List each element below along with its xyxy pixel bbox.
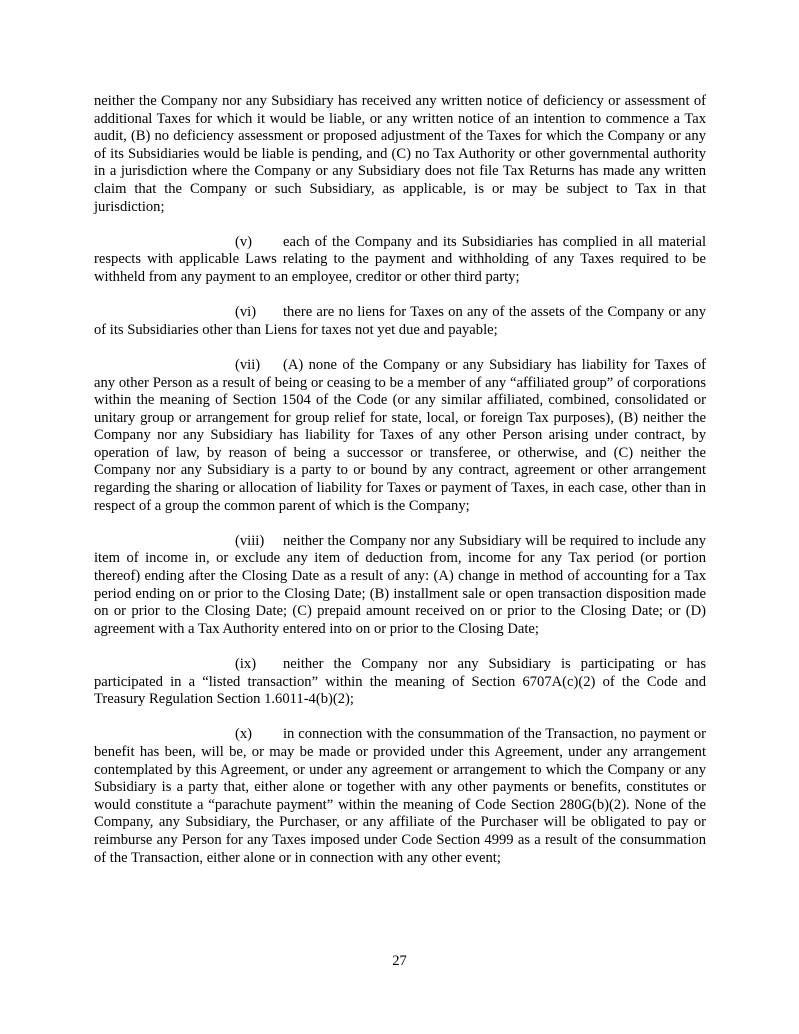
paragraph-number: (vii) <box>235 356 261 373</box>
paragraph-ix <box>94 656 706 709</box>
paragraph-text: (A) none of the Company or any Subsidiary has liability for Taxes of any other Person as a result of being or ceasing to be a member of any “affiliated group” of corporations within the meaning of Section 1504 of the Code (or any similar affiliated, combined, consolidated or unitary group or arrangement for group relief for state, local, or foreign Tax purposes), (B) neither the Company nor any Subsidiary has liability for Taxes of any other Person arising under contract, by operation of law, by reason of being a successor or transferee, or otherwise, and (C) neither the Company nor any Subsidiary is a party to or bound by any contract, agreement or other arrangement regarding the sharing or allocation of liability for Taxes or payment of Taxes, in each case, other than in respect of a group the common parent of which is the Company; <box>94 356 706 514</box>
paragraph-number: (v) <box>235 233 253 250</box>
document-body <box>94 93 706 885</box>
paragraph-text: in connection with the consummation of the Transaction, no payment or benefit has been, will be, or may be made or provided under this Agreement, under any arrangement contemplated by this Agreement, or under any agreement or arrangement to which the Company or any Subsidiary is a party that, either alone or together with any other payments or benefits, constitutes or would constitute a “parachute payment” within the meaning of Code Section 280G(b)(2). None of the Company, any Subsidiary, the Purchaser, or any affiliate of the Purchaser will be obligated to pay or reimburse any Person for any Taxes imposed under Code Section 4999 as a result of the consummation of the Transaction, either alone or in connection with any other event; <box>94 726 706 866</box>
paragraph-x <box>94 726 706 867</box>
paragraph-v <box>94 234 706 287</box>
page-number: 27 <box>392 953 407 969</box>
paragraph-viii <box>94 533 706 639</box>
paragraph-number: (x) <box>235 726 253 743</box>
paragraph-number: (vi) <box>235 304 257 321</box>
paragraph-text: neither the Company nor any Subsidiary is participating or has participated in a “listed transaction” within the meaning of Section 6707A(c)(2) of the Code and Treasury Regulation Section 1.6011-4(b)(2); <box>94 656 706 708</box>
paragraph-number: (viii) <box>235 532 265 549</box>
paragraph-number: (ix) <box>235 656 257 672</box>
paragraph-text: neither the Company nor any Subsidiary has received any written notice of deficiency or assessment of additional Taxes for which it would be liable, or any written notice of an intention to commence a Tax audit, (B) no deficiency assessment or proposed adjustment of the Taxes for which the Company or any of its Subsidiaries would be liable is pending, and (C) no Tax Authority or other governmental authority in a jurisdiction where the Company or any Subsidiary does not file Tax Returns has made any written claim that the Company or such Subsidiary, as applicable, is or may be subject to Tax in that jurisdiction; <box>94 93 706 215</box>
paragraph-continuation <box>94 93 706 216</box>
paragraph-text: there are no liens for Taxes on any of the assets of the Company or any of its Subsidiaries other than Liens for taxes not yet due and payable; <box>94 304 706 338</box>
paragraph-vii <box>94 357 706 515</box>
paragraph-vi <box>94 304 706 339</box>
paragraph-text: each of the Company and its Subsidiaries has complied in all material respects with applicable Laws relating to the payment and withholding of any Taxes required to be withheld from any payment to an employee, creditor or other third party; <box>94 233 706 285</box>
paragraph-text: neither the Company nor any Subsidiary will be required to include any item of income in, or exclude any item of deduction from, income for any Tax period (or portion thereof) ending after the Closing Date as a result of any: (A) change in method of accounting for a Tax period ending on or prior to the Closing Date; (B) installment sale or open transaction disposition made on or prior to the Closing Date; (C) prepaid amount received on or prior to the Closing Date; or (D) agreement with a Tax Authority entered into on or prior to the Closing Date; <box>94 532 706 637</box>
